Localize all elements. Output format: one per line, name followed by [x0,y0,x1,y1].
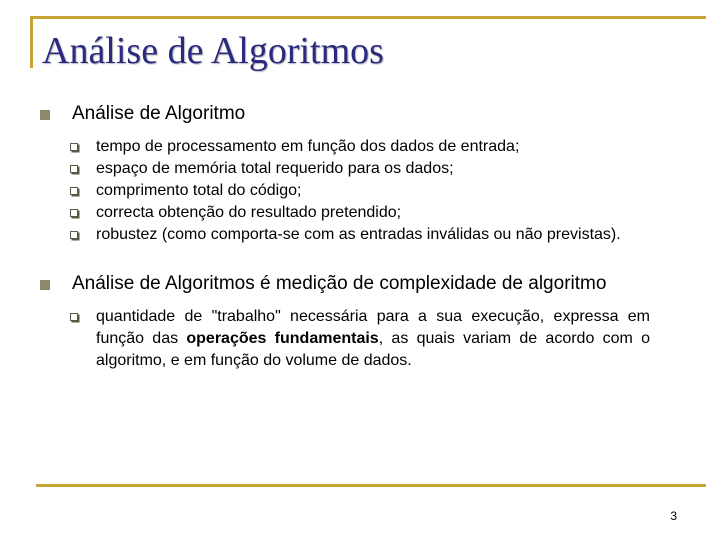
frame-left-rule [30,16,33,68]
frame-bottom-rule [36,484,706,487]
section-1-list [36,136,676,246]
hollow-square-bullet-icon [70,313,78,321]
hollow-square-bullet-icon [70,143,78,151]
square-bullet-icon [40,280,50,290]
page-number: 3 [670,509,677,523]
list-item [36,136,676,158]
list-item-text-start: quantidade de "trabalho" necessária para a sua execução, expressa em função das [96,308,650,347]
slide-title: Análise de Algoritmos [42,30,384,72]
hollow-square-bullet-icon [70,231,78,239]
slide-content [36,102,676,372]
list-item [36,224,676,246]
list-item [36,180,676,202]
hollow-square-bullet-icon [70,209,78,217]
list-item-text: correcta obtenção do resultado pretendido; [96,204,402,221]
list-item-text: comprimento total do código; [96,182,302,199]
frame-top-rule [30,16,706,19]
section-2-heading: Análise de Algoritmos é medição de complexidade de algoritmo [72,273,607,294]
section-1 [36,102,676,126]
section-2 [36,272,676,296]
list-item-text-end: , as quais variam de acordo com o algoritmo, e em função do volume de dados. [96,330,651,369]
section-2-list [36,306,676,372]
list-item [36,158,676,180]
hollow-square-bullet-icon [70,187,78,195]
hollow-square-bullet-icon [70,165,78,173]
square-bullet-icon [40,110,50,120]
list-item-text-bold: operações fundamentais [186,330,379,347]
list-item-text: espaço de memória total requerido para os dados; [96,160,454,177]
list-item [36,202,676,224]
list-item [36,306,650,372]
section-1-heading: Análise de Algoritmo [72,103,246,124]
list-item-text: robustez (como comporta-se com as entradas inválidas ou não previstas). [96,226,621,243]
list-item-text: tempo de processamento em função dos dados de entrada; [96,138,520,155]
